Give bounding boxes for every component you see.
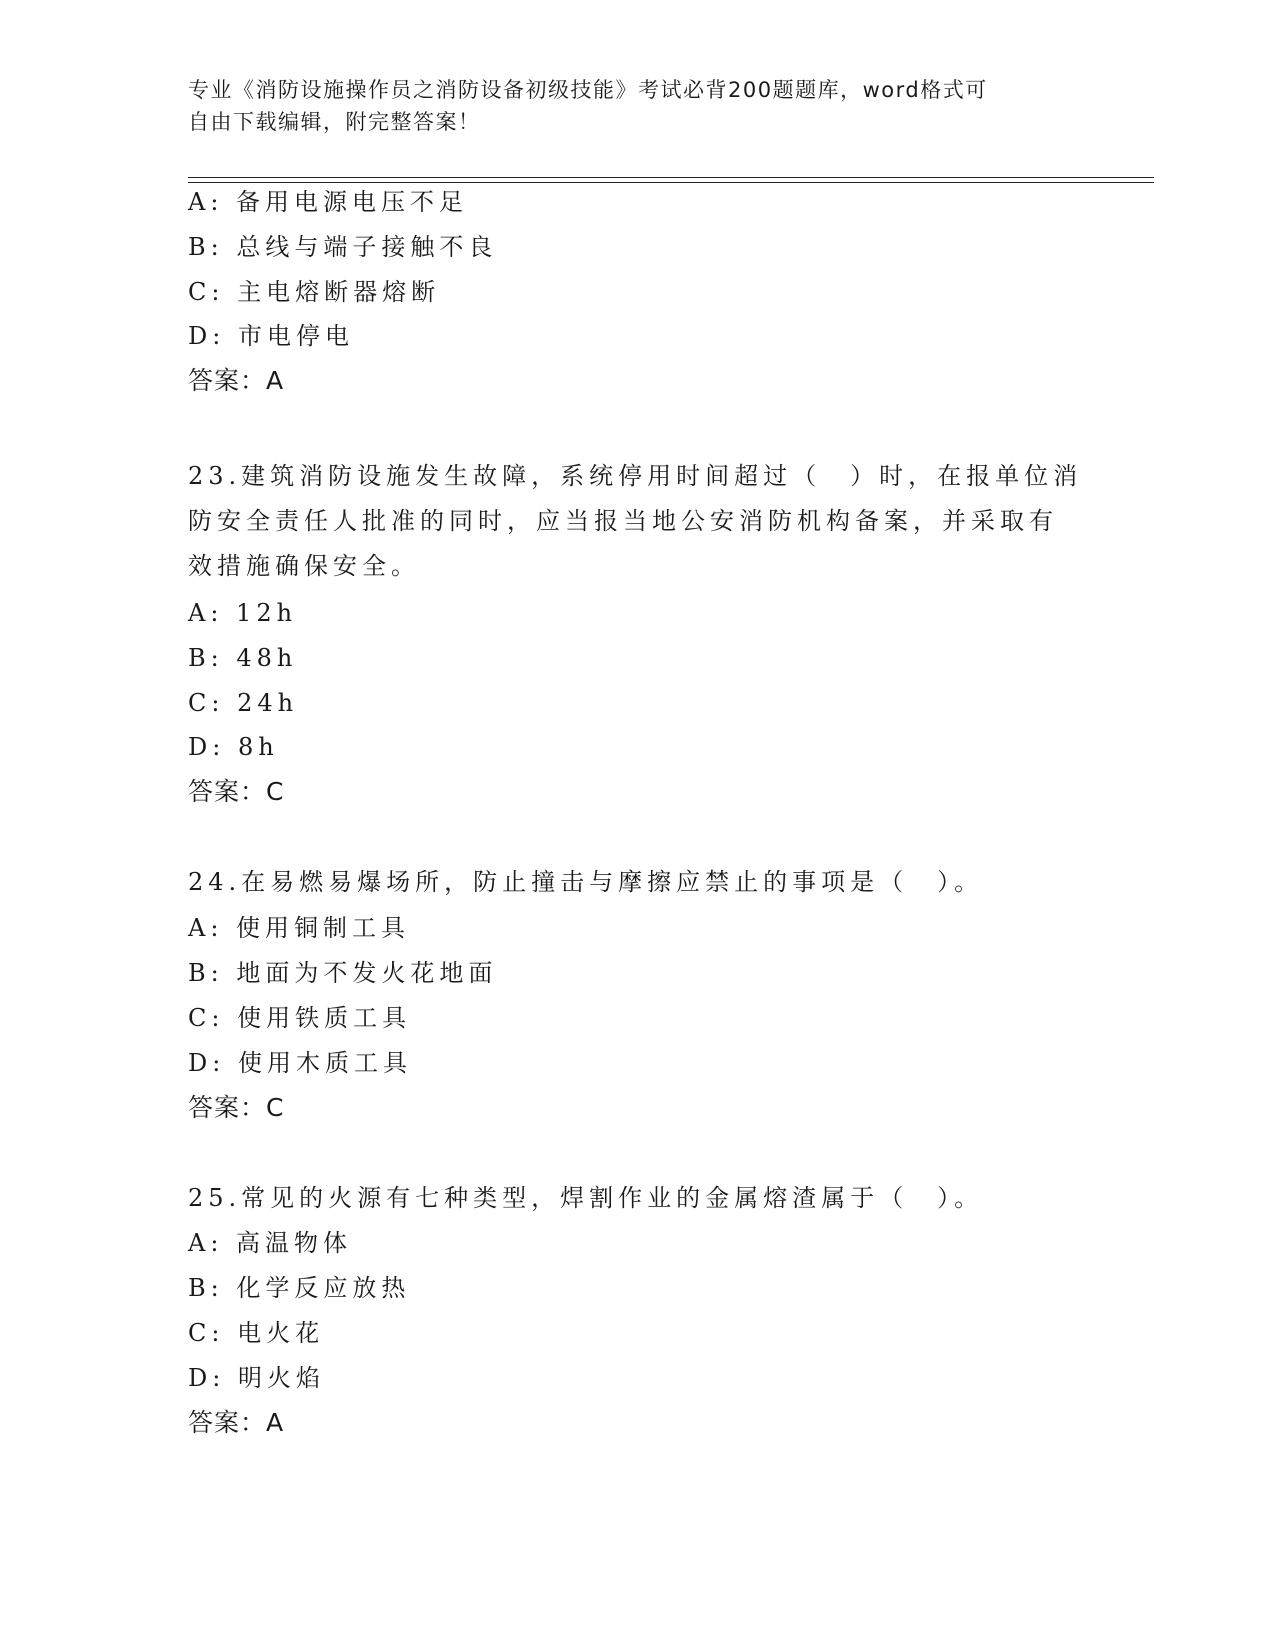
q24-option-c: C: 使用铁质工具 (188, 1004, 412, 1032)
header-line-1: 专业《消防设施操作员之消防设备初级技能》考试必背200题题库，word格式可 (188, 78, 988, 102)
header-divider-bottom (188, 182, 1154, 183)
q25-option-c: C: 电火花 (188, 1319, 325, 1347)
q24-option-b: B: 地面为不发火花地面 (188, 959, 498, 987)
header-line-2: 自由下载编辑，附完整答案！ (188, 110, 481, 134)
q24-option-d: D: 使用木质工具 (188, 1049, 412, 1077)
q22-answer: 答案：A (188, 366, 285, 395)
q25-option-d: D: 明火焰 (188, 1364, 325, 1392)
q23-answer: 答案：C (188, 777, 285, 806)
q25-answer: 答案：A (188, 1408, 285, 1437)
q23-option-c: C: 24h (188, 689, 299, 717)
q24-answer: 答案：C (188, 1093, 285, 1122)
q22-option-d: D: 市电停电 (188, 322, 354, 350)
q25-text-line-1: 25.常见的火源有七种类型，焊割作业的金属熔渣属于（ ）。 (188, 1184, 984, 1212)
q23-option-a: A: 12h (188, 599, 298, 627)
q23-option-d: D: 8h (188, 733, 279, 761)
q22-option-a: A: 备用电源电压不足 (188, 188, 469, 216)
q24-text-line-1: 24.在易燃易爆场所，防止撞击与摩擦应禁止的事项是（ ）。 (188, 868, 984, 896)
q23-text-line-3: 效措施确保安全。 (188, 552, 420, 580)
q23-text-line-2: 防安全责任人批准的同时，应当报当地公安消防机构备案，并采取有 (188, 507, 1058, 535)
header-divider-top (188, 177, 1154, 178)
q23-text-line-1: 23.建筑消防设施发生故障，系统停用时间超过（ ）时，在报单位消 (188, 462, 1083, 490)
document-header (188, 74, 1088, 138)
q25-option-b: B: 化学反应放热 (188, 1274, 411, 1302)
q22-option-c: C: 主电熔断器熔断 (188, 278, 441, 306)
q22-option-b: B: 总线与端子接触不良 (188, 233, 498, 261)
q24-option-a: A: 使用铜制工具 (188, 914, 411, 942)
q25-option-a: A: 高温物体 (188, 1229, 353, 1257)
q23-option-b: B: 48h (188, 644, 298, 672)
